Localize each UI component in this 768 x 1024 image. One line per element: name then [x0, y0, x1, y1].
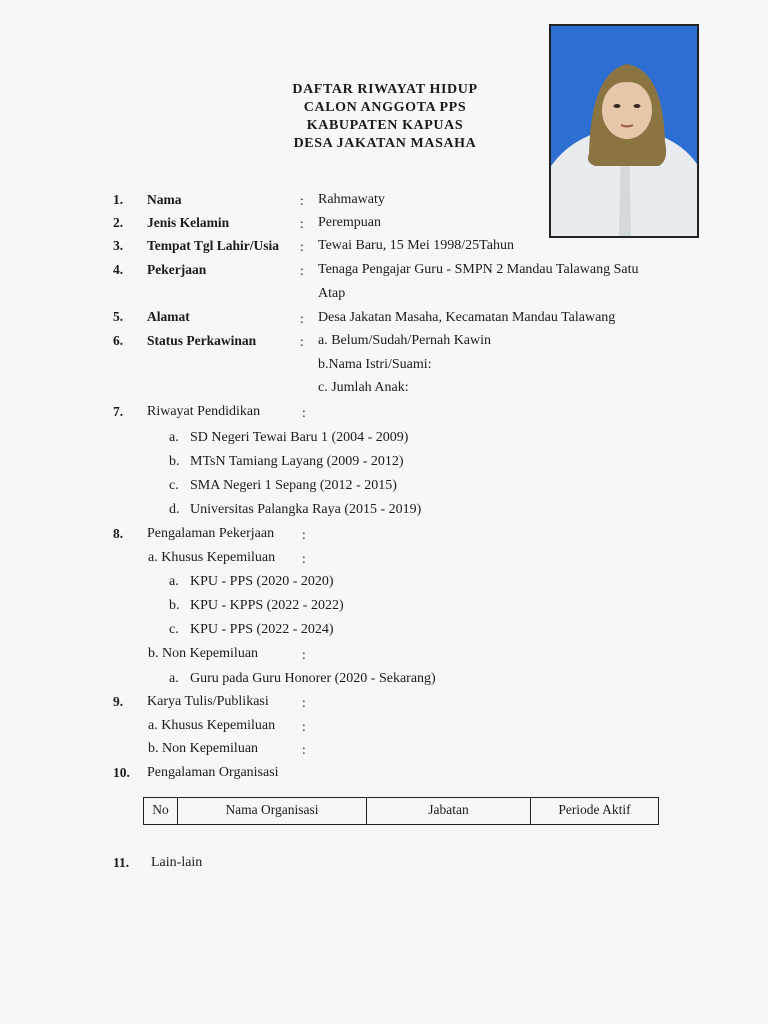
item-6-colon: :	[300, 334, 304, 349]
edu-c-text: SMA Negeri 1 Sepang (2012 - 2015)	[190, 478, 397, 493]
item-3-label: Tempat Tgl Lahir/Usia	[147, 238, 280, 253]
work-khusus-a-text: KPU - PPS (2020 - 2020)	[190, 574, 334, 589]
work-khusus-a-letter: a.	[169, 574, 179, 589]
item-7-number: 7.	[113, 404, 124, 419]
item-9-label: Karya Tulis/Publikasi	[147, 694, 269, 709]
item-1-label: Nama	[147, 192, 182, 207]
pub-khusus-colon: :	[302, 719, 306, 734]
work-khusus-c-letter: c.	[169, 622, 179, 637]
item-4-value: Tenaga Pengajar Guru - SMPN 2 Mandau Talawang Satu	[318, 262, 639, 277]
doc-title-line1: DAFTAR RIWAYAT HIDUP	[292, 82, 478, 97]
work-non-a-letter: a.	[169, 671, 179, 686]
item-4-label: Pekerjaan	[147, 262, 207, 277]
pub-khusus-label: a. Khusus Kepemiluan	[148, 718, 276, 733]
item-4-value-cont: Atap	[318, 286, 346, 301]
table-header-no: No	[144, 798, 178, 824]
work-khusus-colon: :	[302, 551, 306, 566]
table-header-nama-organisasi: Nama Organisasi	[178, 798, 367, 824]
item-6-label: Status Perkawinan	[147, 333, 257, 348]
item-5-number: 5.	[113, 309, 124, 324]
item-2-colon: :	[300, 216, 304, 231]
item-1-number: 1.	[113, 192, 124, 207]
item-4-colon: :	[300, 263, 304, 278]
item-11-label: Lain-lain	[151, 855, 203, 870]
item-2-number: 2.	[113, 215, 124, 230]
item-6-value-a: a. Belum/Sudah/Pernah Kawin	[318, 333, 492, 348]
edu-a-text: SD Negeri Tewai Baru 1 (2004 - 2009)	[190, 430, 409, 445]
item-6-value-c: c. Jumlah Anak:	[318, 380, 409, 395]
person-portrait-image	[551, 26, 697, 236]
item-5-colon: :	[300, 311, 304, 326]
item-3-colon: :	[300, 239, 304, 254]
work-non-colon: :	[302, 647, 306, 662]
item-5-label: Alamat	[147, 309, 190, 324]
edu-a-letter: a.	[169, 430, 179, 445]
edu-b-text: MTsN Tamiang Layang (2009 - 2012)	[190, 454, 404, 469]
edu-d-letter: d.	[169, 502, 180, 517]
edu-d-text: Universitas Palangka Raya (2015 - 2019)	[190, 502, 422, 517]
item-8-colon: :	[302, 527, 306, 542]
work-khusus-b-letter: b.	[169, 598, 180, 613]
doc-title-line3: KABUPATEN KAPUAS	[306, 118, 464, 133]
item-4-number: 4.	[113, 262, 124, 277]
work-khusus-b-text: KPU - KPPS (2022 - 2022)	[190, 598, 344, 613]
item-6-value-b: b.Nama Istri/Suami:	[318, 357, 432, 372]
table-header-jabatan: Jabatan	[367, 798, 531, 824]
profile-photo	[549, 24, 699, 238]
doc-title-line2: CALON ANGGOTA PPS	[303, 100, 467, 115]
item-1-colon: :	[300, 193, 304, 208]
doc-title-line4: DESA JAKATAN MASAHA	[293, 136, 477, 151]
item-5-value: Desa Jakatan Masaha, Kecamatan Mandau Talawang	[318, 310, 616, 325]
item-10-number: 10.	[113, 765, 130, 780]
item-6-number: 6.	[113, 333, 124, 348]
item-7-label: Riwayat Pendidikan	[147, 404, 261, 419]
item-7-colon: :	[302, 405, 306, 420]
item-2-label: Jenis Kelamin	[147, 215, 230, 230]
item-8-label: Pengalaman Pekerjaan	[147, 526, 275, 541]
organisasi-table	[143, 797, 659, 825]
item-11-number: 11.	[113, 855, 130, 870]
work-khusus-c-text: KPU - PPS (2022 - 2024)	[190, 622, 334, 637]
pub-non-label: b. Non Kepemiluan	[148, 741, 259, 756]
work-non-label: b. Non Kepemiluan	[148, 646, 259, 661]
item-9-colon: :	[302, 695, 306, 710]
item-8-number: 8.	[113, 526, 124, 541]
item-2-value: Perempuan	[318, 215, 381, 230]
item-3-value: Tewai Baru, 15 Mei 1998/25Tahun	[318, 238, 514, 253]
item-9-number: 9.	[113, 694, 124, 709]
edu-b-letter: b.	[169, 454, 180, 469]
work-khusus-label: a. Khusus Kepemiluan	[148, 550, 276, 565]
item-1-value: Rahmawaty	[318, 192, 385, 207]
item-3-number: 3.	[113, 238, 124, 253]
table-header-periode-aktif: Periode Aktif	[558, 802, 631, 817]
work-non-a-text: Guru pada Guru Honorer (2020 - Sekarang)	[190, 671, 436, 686]
edu-c-letter: c.	[169, 478, 179, 493]
pub-non-colon: :	[302, 742, 306, 757]
item-10-label: Pengalaman Organisasi	[147, 765, 279, 780]
